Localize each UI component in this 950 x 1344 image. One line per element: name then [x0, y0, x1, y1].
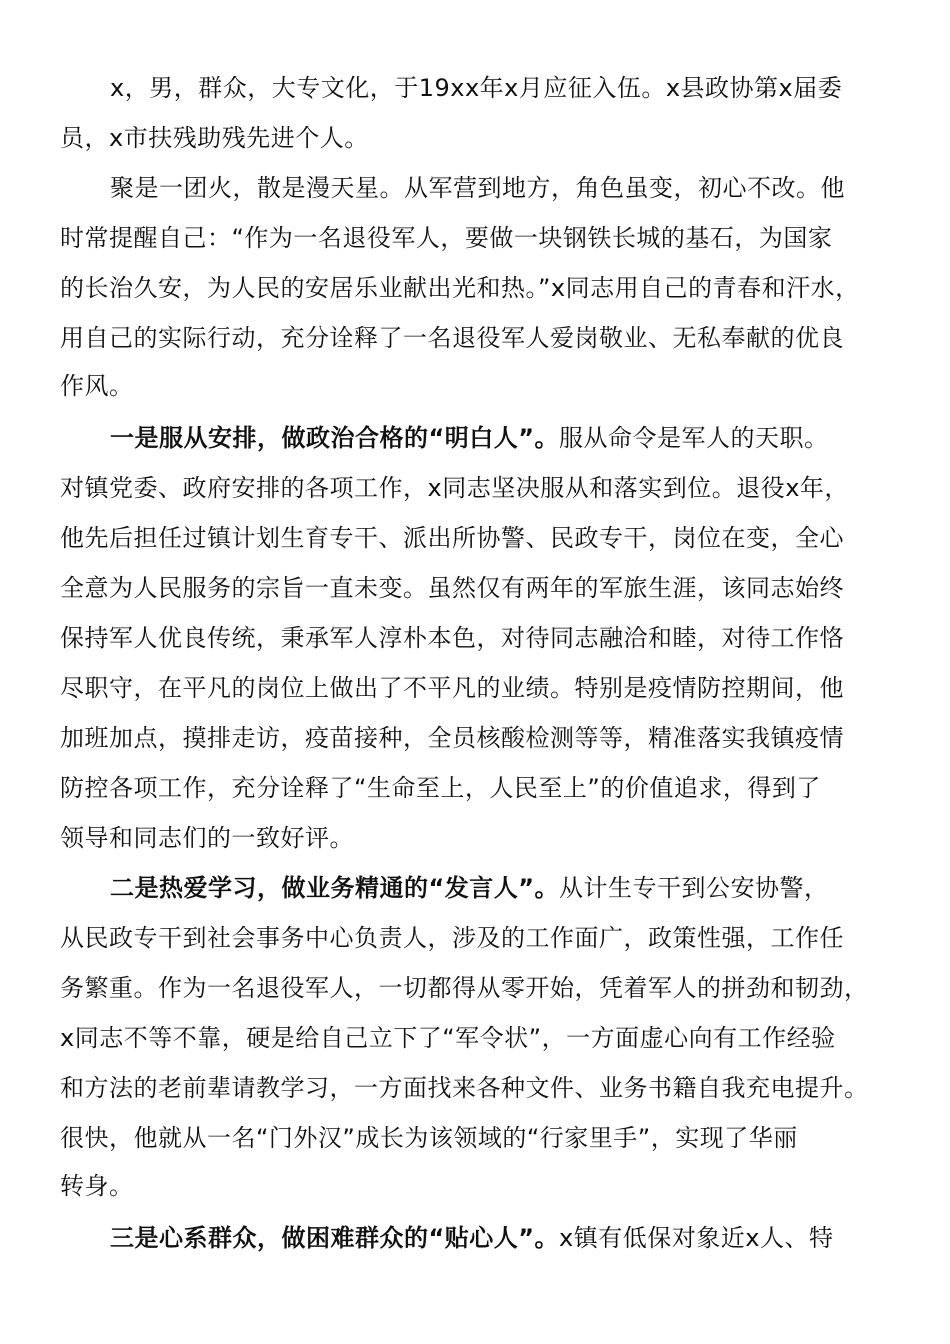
section-heading-3: 三是心系群众，做困难群众的“贴心人”。 [110, 1224, 560, 1252]
paragraph-2-line-5: 作风。 [60, 372, 134, 400]
paragraph-4-line-6: 很快，他就从一名“门外汉”成长为该领域的“行家里手”，实现了华丽 [60, 1124, 798, 1152]
paragraph-3-line-8: 防控各项工作，充分诠释了“生命至上，人民至上”的价值追求，得到了 [60, 774, 821, 802]
paragraph-5-first-line-text: x镇有低保对象近x人、特 [559, 1224, 834, 1252]
paragraph-3-first-line [110, 418, 890, 458]
paragraph-3-first-line-text: 服从命令是军人的天职。 [559, 424, 829, 452]
paragraph-3-line-4: 全意为人民服务的宗旨一直未变。虽然仅有两年的军旅生涯，该同志始终 [60, 574, 844, 602]
paragraph-2-line-2: 时常提醒自己：“作为一名退役军人，要做一块钢铁长城的基石，为国家 [60, 224, 833, 252]
paragraph-3-line-2: 对镇党委、政府安排的各项工作，x同志坚决服从和落实到位。退役x年， [60, 474, 849, 502]
paragraph-1-line-1: x，男，群众，大专文化，于19xx年x月应征入伍。x县政协第x届委 [110, 74, 843, 102]
paragraph-3-line-6: 尽职守，在平凡的岗位上做出了不平凡的业绩。特别是疫情防控期间，他 [60, 674, 844, 702]
paragraph-1-line-2: 员，x市扶残助残先进个人。 [60, 124, 369, 152]
paragraph-4-line-7: 转身。 [60, 1172, 134, 1200]
paragraph-3-line-9: 领导和同志们的一致好评。 [60, 824, 354, 852]
paragraph-2-line-1: 聚是一团火，散是漫天星。从军营到地方，角色虽变，初心不改。他 [110, 174, 845, 202]
section-heading-2: 二是热爱学习，做业务精通的“发言人”。 [110, 874, 560, 902]
paragraph-2-line-4: 用自己的实际行动，充分诠释了一名退役军人爱岗敬业、无私奉献的优良 [60, 324, 844, 352]
paragraph-4-first-line [110, 868, 890, 908]
paragraph-5-first-line [110, 1218, 890, 1258]
paragraph-4-line-4: x同志不等不靠，硬是给自己立下了“军令状”，一方面虚心向有工作经验 [60, 1024, 836, 1052]
paragraph-3-line-5: 保持军人优良传统，秉承军人淳朴本色，对待同志融洽和睦，对待工作恪 [60, 624, 844, 652]
paragraph-2-line-3: 的长治久安，为人民的安居乐业献出光和热。”x同志用自己的青春和汗水， [60, 274, 860, 302]
paragraph-3-line-3: 他先后担任过镇计划生育专干、派出所协警、民政专干，岗位在变，全心 [60, 524, 844, 552]
paragraph-4-line-5: 和方法的老前辈请教学习，一方面找来各种文件、业务书籍自我充电提升。 [60, 1074, 869, 1102]
paragraph-4-first-line-text: 从计生专干到公安协警， [559, 874, 829, 902]
section-heading-1: 一是服从安排，做政治合格的“明白人”。 [110, 424, 560, 452]
paragraph-4-line-2: 从民政专干到社会事务中心负责人，涉及的工作面广，政策性强，工作任 [60, 924, 844, 952]
paragraph-4-line-3: 务繁重。作为一名退役军人，一切都得从零开始，凭着军人的拼劲和韧劲， [60, 974, 869, 1002]
paragraph-3-line-7: 加班加点，摸排走访，疫苗接种，全员核酸检测等等，精准落实我镇疫情 [60, 724, 844, 752]
